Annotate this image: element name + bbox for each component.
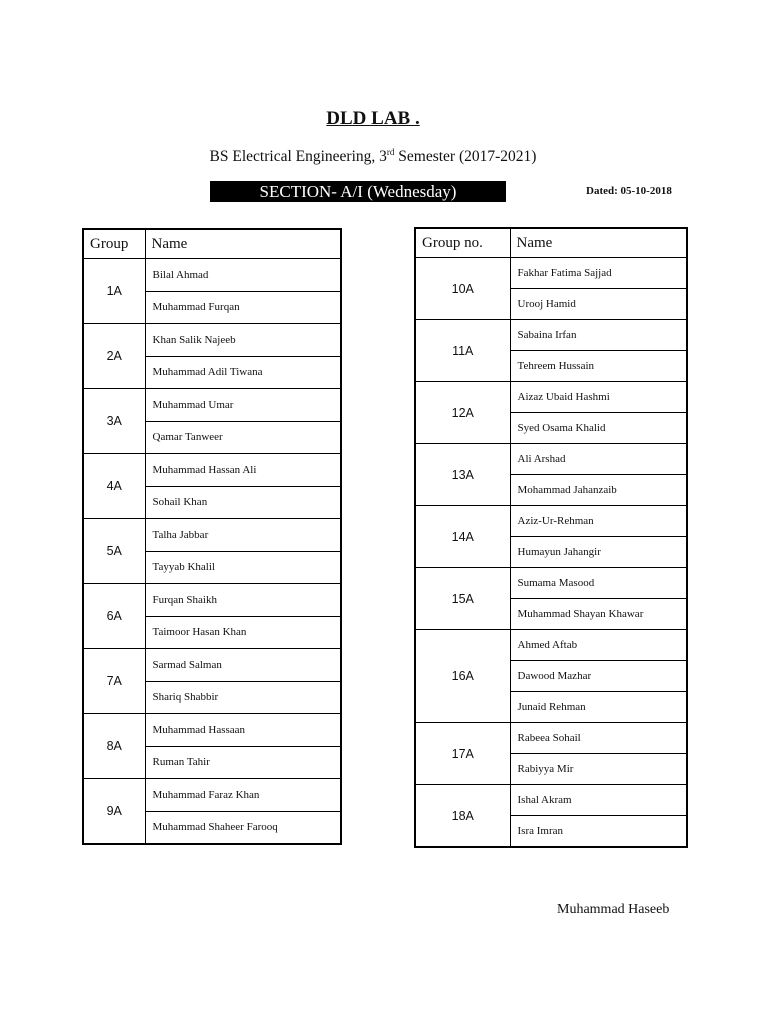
table-row <box>83 259 341 292</box>
group-id-cell: 16A <box>415 630 510 723</box>
group-id-cell: 1A <box>83 259 145 324</box>
table-row <box>415 382 687 413</box>
table-row <box>415 723 687 754</box>
name-column-header: Name <box>145 229 341 259</box>
member-name-cell: Urooj Hamid <box>510 289 687 320</box>
program-subtitle <box>0 147 746 166</box>
member-name-cell: Shariq Shabbir <box>145 681 341 714</box>
member-name-cell: Muhammad Adil Tiwana <box>145 356 341 389</box>
date-label: Dated: 05-10-2018 <box>586 185 672 197</box>
table-row <box>415 320 687 351</box>
member-name-cell: Rabeea Sohail <box>510 723 687 754</box>
member-name-cell: Talha Jabbar <box>145 519 341 552</box>
name-column-header: Name <box>510 228 687 258</box>
member-name-cell: Aziz-Ur-Rehman <box>510 506 687 537</box>
member-name-cell: Furqan Shaikh <box>145 584 341 617</box>
group-id-cell: 6A <box>83 584 145 649</box>
table-row <box>83 714 341 747</box>
member-name-cell: Isra Imran <box>510 816 687 848</box>
member-name-cell: Sabaina Irfan <box>510 320 687 351</box>
right-group-table <box>414 227 688 848</box>
section-banner: SECTION- A/I (Wednesday) <box>210 181 506 202</box>
member-name-cell: Khan Salik Najeeb <box>145 324 341 357</box>
table-row <box>83 779 341 812</box>
member-name-cell: Ali Arshad <box>510 444 687 475</box>
member-name-cell: Fakhar Fatima Sajjad <box>510 258 687 289</box>
signature-name: Muhammad Haseeb <box>557 902 670 917</box>
member-name-cell: Bilal Ahmad <box>145 259 341 292</box>
group-id-cell: 14A <box>415 506 510 568</box>
group-id-cell: 10A <box>415 258 510 320</box>
member-name-cell: Humayun Jahangir <box>510 537 687 568</box>
member-name-cell: Dawood Mazhar <box>510 661 687 692</box>
table-row <box>83 324 341 357</box>
group-id-cell: 11A <box>415 320 510 382</box>
table-row <box>83 519 341 552</box>
table-row <box>415 785 687 816</box>
group-id-cell: 9A <box>83 779 145 845</box>
member-name-cell: Rabiyya Mir <box>510 754 687 785</box>
group-id-cell: 8A <box>83 714 145 779</box>
group-id-cell: 18A <box>415 785 510 848</box>
table-row <box>415 568 687 599</box>
member-name-cell: Muhammad Shaheer Farooq <box>145 811 341 844</box>
table-row <box>83 584 341 617</box>
group-id-cell: 4A <box>83 454 145 519</box>
table-header-row <box>83 229 341 259</box>
group-column-header: Group <box>83 229 145 259</box>
member-name-cell: Muhammad Hassan Ali <box>145 454 341 487</box>
member-name-cell: Tehreem Hussain <box>510 351 687 382</box>
table-header-row <box>415 228 687 258</box>
subtitle-semester: Semester (2017-2021) <box>394 148 537 166</box>
group-id-cell: 12A <box>415 382 510 444</box>
member-name-cell: Ruman Tahir <box>145 746 341 779</box>
member-name-cell: Qamar Tanweer <box>145 421 341 454</box>
page-title: DLD LAB . <box>326 108 420 129</box>
group-id-cell: 13A <box>415 444 510 506</box>
member-name-cell: Sumama Masood <box>510 568 687 599</box>
group-id-cell: 2A <box>83 324 145 389</box>
group-column-header: Group no. <box>415 228 510 258</box>
member-name-cell: Muhammad Shayan Khawar <box>510 599 687 630</box>
member-name-cell: Muhammad Hassaan <box>145 714 341 747</box>
member-name-cell: Aizaz Ubaid Hashmi <box>510 382 687 413</box>
group-id-cell: 5A <box>83 519 145 584</box>
left-group-table <box>82 228 342 845</box>
group-id-cell: 3A <box>83 389 145 454</box>
member-name-cell: Muhammad Umar <box>145 389 341 422</box>
table-row <box>415 258 687 289</box>
table-row <box>415 506 687 537</box>
member-name-cell: Ahmed Aftab <box>510 630 687 661</box>
group-id-cell: 7A <box>83 649 145 714</box>
table-row <box>415 630 687 661</box>
member-name-cell: Tayyab Khalil <box>145 551 341 584</box>
table-row <box>415 444 687 475</box>
subtitle-program: BS Electrical Engineering, 3 <box>209 148 387 166</box>
member-name-cell: Mohammad Jahanzaib <box>510 475 687 506</box>
group-id-cell: 15A <box>415 568 510 630</box>
member-name-cell: Sohail Khan <box>145 486 341 519</box>
table-row <box>83 454 341 487</box>
subtitle-ordinal: rd <box>386 147 395 157</box>
member-name-cell: Muhammad Faraz Khan <box>145 779 341 812</box>
member-name-cell: Muhammad Furqan <box>145 291 341 324</box>
table-row <box>83 389 341 422</box>
member-name-cell: Syed Osama Khalid <box>510 413 687 444</box>
member-name-cell: Junaid Rehman <box>510 692 687 723</box>
member-name-cell: Sarmad Salman <box>145 649 341 682</box>
table-row <box>83 649 341 682</box>
member-name-cell: Ishal Akram <box>510 785 687 816</box>
member-name-cell: Taimoor Hasan Khan <box>145 616 341 649</box>
group-id-cell: 17A <box>415 723 510 785</box>
